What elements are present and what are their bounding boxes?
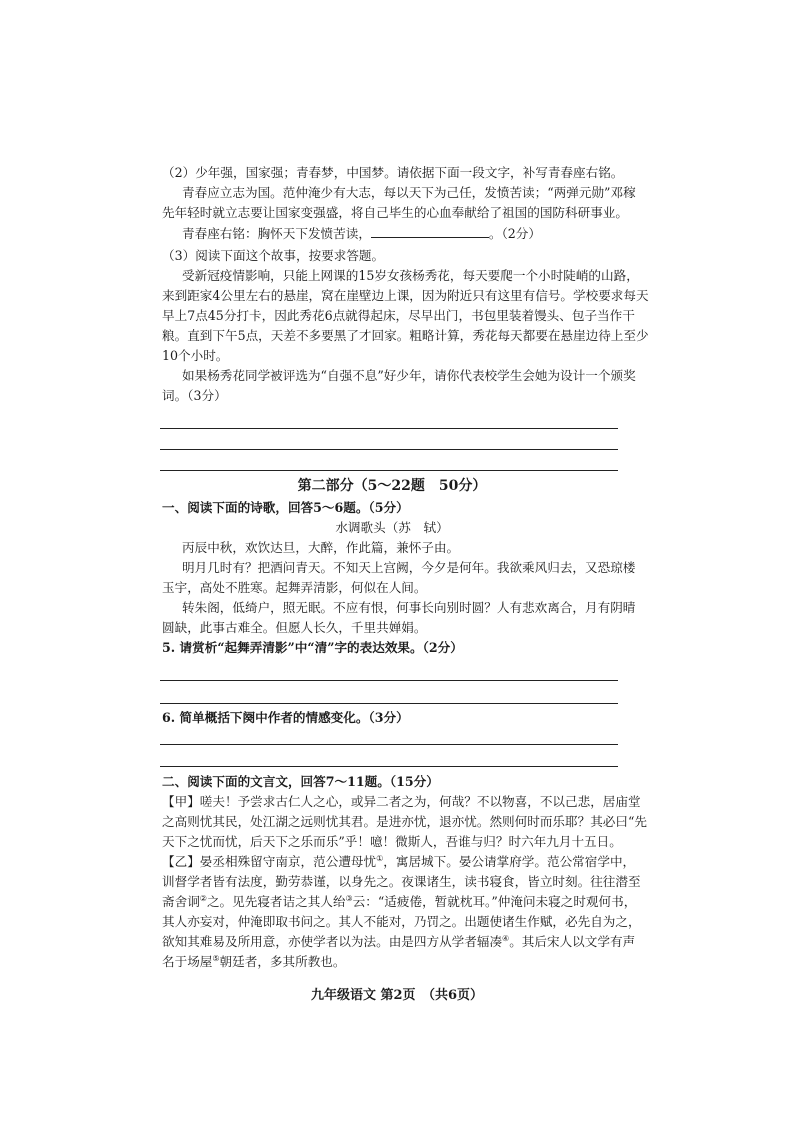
motto-prefix: 青春座右铭：胸怀天下发愤苦读，	[182, 226, 371, 241]
footnote-marker: ①	[376, 853, 384, 863]
q2-motto	[162, 223, 622, 243]
passage-jia-line: 天下之忧而忧，后天下之乐而乐”乎！噫！微斯人，吾谁与归？时六年九月十五日。	[162, 834, 622, 849]
poem-line: 明月几时有？把酒问青天。不知天上宫阙，今夕是何年。我欲乘风归去，又恐琼楼	[182, 560, 636, 575]
passage-yi-line	[162, 852, 636, 872]
question-6-wrap	[162, 708, 622, 728]
footnote-marker: ③	[345, 893, 353, 903]
passage-yi-line	[162, 932, 636, 952]
text-run: 欲知其难易及所用意，亦使学者以为法。由是四方从学者辐凑	[162, 934, 503, 949]
q2-passage-line: 先年轻时就立志要让国家变强盛，将自己毕生的心血奉献给了祖国的国防科研事业。	[162, 205, 628, 220]
q3-story-line: 早上7点45分打卡，因此秀花6点就得起床，尽早出门，书包里装着馒头、包子当作干	[162, 308, 635, 323]
passage-yi-line	[162, 952, 622, 972]
poem-line: 转朱阁，低绮户，照无眠。不应有恨，何事长向别时圆？人有悲欢离合，月有阴晴	[182, 600, 636, 615]
question-2	[162, 163, 636, 243]
section-poem	[162, 498, 636, 658]
question-6: 6. 简单概括下阕中作者的情感变化。（3分）	[162, 710, 409, 725]
passage-yi-line: 训督学者皆有法度，勤劳恭谨，以身先之。夜课诸生，读书寝食，皆立时刻。往往潜至	[162, 874, 641, 889]
text-run: 。其后宋人以文学有声	[509, 934, 636, 949]
passage-yi-line: 其人亦妄对，仲淹即取书问之。其人不能对，乃罚之。出题使诸生作赋，必先自为之，	[162, 914, 641, 929]
footnote-marker: ②	[199, 893, 207, 903]
answer-line[interactable]	[160, 766, 618, 767]
motto-suffix: 。（2分）	[488, 226, 541, 241]
section-heading: 二、阅读下面的文言文，回答7～11题。（15分）	[162, 774, 439, 789]
footnote-marker: ⑤	[212, 953, 220, 963]
poem-line: 玉宇，高处不胜寒。起舞弄清影，何似在人间。	[162, 580, 427, 595]
answer-line[interactable]	[160, 428, 618, 429]
q3-story-line: 来到距家4公里左右的悬崖，窝在崖壁边上课，因为附近只有这里有信号。学校要求每天	[162, 288, 649, 303]
passage-yi-line	[162, 892, 637, 912]
q3-task-line: 如果杨秀花同学被评选为“自强不息”好少年，请你代表校学生会她为设计一个颁奖	[182, 368, 636, 383]
text-run: 斋舍诇	[162, 894, 200, 909]
passage-jia-line: 之高则忧其民，处江湖之远则忧其君。是进亦忧，退亦忧。然则何时而乐耶？其必曰“先	[162, 814, 648, 829]
q2-prompt: （2）少年强，国家强；青春梦，中国梦。请依据下面一段文字，补写青春座右铭。	[162, 165, 624, 180]
part2-title: 第二部分（5～22题 50分）	[297, 478, 487, 494]
passage-jia-line: 【甲】嗟夫！予尝求古仁人之心，或异二者之为，何哉？不以物喜，不以己悲，居庙堂	[162, 794, 641, 809]
footnote-marker: ④	[502, 933, 510, 943]
text-run: ，寓居城下。晏公请掌府学。范公常宿学中，	[383, 854, 636, 869]
q3-task-line: 词。（3分）	[162, 388, 227, 403]
text-run: 【乙】晏丞相殊留守南京，范公遭母忧	[162, 854, 377, 869]
poem-line: 圆缺，此事古难全。但愿人长久，千里共婵娟。	[162, 620, 427, 635]
section-classical	[162, 772, 648, 972]
section-heading: 一、阅读下面的诗歌，回答5～6题。（5分）	[162, 500, 409, 515]
question-5: 5. 请赏析“起舞弄清影”中“清”字的表达效果。（2分）	[162, 640, 463, 655]
motto-answer-blank[interactable]	[371, 223, 489, 238]
question-3	[162, 246, 649, 406]
answer-line[interactable]	[160, 744, 618, 745]
q3-story-line: 10个小时。	[162, 348, 229, 363]
answer-line[interactable]	[160, 449, 618, 450]
answer-line[interactable]	[160, 470, 618, 471]
answer-line[interactable]	[160, 703, 618, 704]
q3-story-line: 受新冠疫情影响，只能上网课的15岁女孩杨秀花，每天要爬一个小时陡峭的山路，	[182, 268, 639, 283]
text-run: 名于场屋	[162, 954, 213, 969]
poem-title: 水调歌头（苏 轼）	[335, 520, 449, 535]
poem-line: 丙辰中秋，欢饮达旦，大醉，作此篇，兼怀子由。	[182, 540, 460, 555]
page-footer: 九年级语文 第2页 （共6页）	[310, 988, 484, 1003]
text-run: 云：“适疲倦，暂就枕耳。”仲淹问未寝之时观何书，	[352, 894, 637, 909]
text-run: 朝廷者，多其所教也。	[219, 954, 346, 969]
q2-passage-line: 青春应立志为国。范仲淹少有大志，每以天下为己任，发愤苦读；“两弹元勋”邓稼	[182, 185, 636, 200]
q3-story-line: 粮。直到下午5点，天差不多要黑了才回家。粗略计算，秀花每天都要在悬崖边待上至少	[162, 328, 649, 343]
q3-prompt: （3）阅读下面这个故事，按要求答题。	[162, 248, 385, 263]
answer-line[interactable]	[160, 680, 618, 681]
text-run: 之。见先寝者诘之其人绐	[206, 894, 346, 909]
